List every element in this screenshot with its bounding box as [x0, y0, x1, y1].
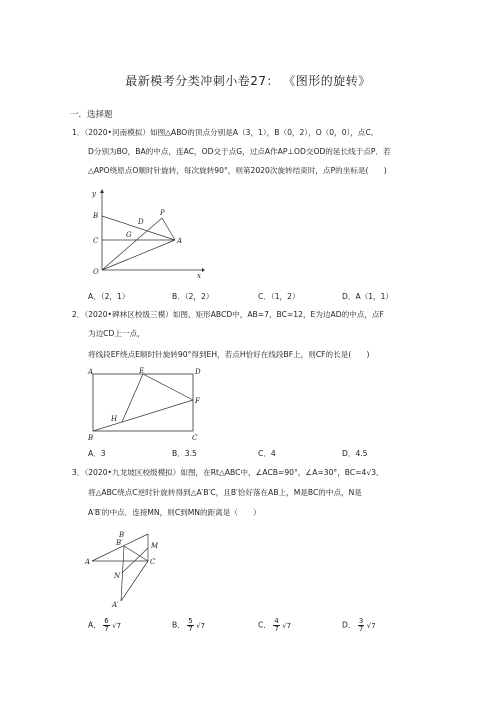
q2-option-d: D．4.5	[342, 449, 368, 458]
q3-option-b	[172, 618, 205, 633]
q3-line-1	[72, 468, 378, 478]
q3-option-a-label: A．	[88, 620, 101, 630]
q2-line-3: 将线段EF绕点E顺时针旋转90°得到EH，若点H恰好在线段BF上，则CF的长是( )	[88, 350, 370, 359]
q2-point-H: H	[111, 415, 118, 423]
q3-line-1-text: 3．（2020•九龙坡区校级模拟）如图，在Rt△ABC中，∠ACB=90°，∠A=30°，BC=4	[72, 468, 367, 477]
q3-option-a-radical: √7	[112, 621, 122, 630]
q3-point-N: N	[114, 572, 121, 580]
q3-bc-value: √3,	[366, 468, 379, 477]
q3-option-c-fraction: $\frac{4}{7}$	[274, 617, 279, 633]
q2-point-F: F	[195, 397, 200, 405]
q2-option-c: C．4	[258, 449, 276, 458]
q2-option-a: A．3	[88, 449, 106, 458]
q3-option-b-fraction: $\frac{5}{7}$	[188, 617, 193, 633]
q3-line-3: A′B′的中点．连接MN，则C到MN的距离是（ ）	[88, 508, 261, 517]
q3-option-a	[88, 618, 121, 633]
q3-option-d-radical: √7	[366, 621, 376, 630]
section-heading: 一．选择题	[70, 110, 113, 120]
q1-y-label: y	[92, 190, 96, 198]
q1-point-D: D	[138, 218, 144, 226]
q3-point-A: A	[85, 558, 91, 566]
q3-option-c-label: C．	[258, 620, 271, 630]
page-title: 最新模考分类冲刺小卷27： 《图形的旋转》	[125, 74, 371, 88]
q1-point-O: O	[93, 268, 99, 276]
q3-option-c-radical: √7	[282, 621, 292, 630]
q1-x-label: x	[197, 272, 201, 280]
q1-figure	[90, 188, 205, 280]
q2-line-1: 2．（2020•碑林区校级三模）如图，矩形ABCD中，AB=7，BC=12，E为边AD的中点，点F	[72, 310, 384, 319]
q1-option-b: B．（2，2）	[172, 292, 214, 301]
q1-point-A: A	[177, 237, 183, 245]
q1-line-3: △APO绕原点O顺时针旋转，每次旋转90°，则第2020次旋转结束时，点P的坐标是( )	[88, 166, 387, 175]
q3-option-d-label: D．	[342, 620, 356, 630]
q1-line-1: 1．（2020•河南模拟）如图△ABO的顶点分别是A（3，1），B（0，2），O（0，0），点C,	[72, 128, 374, 137]
q1-point-C: C	[93, 237, 99, 245]
q3-option-b-radical: √7	[196, 621, 206, 630]
q1-point-G: G	[126, 231, 132, 239]
q1-line-2: D分别为BO，BA的中点，连AC，OD交于点G，过点A作AP⊥OD交OD的延长线于点P．若	[88, 147, 391, 156]
q3-line-2: 将△ABC绕点C逆时针旋转得到△A′B′C，且B′恰好落在AB上，M是BC的中点，N是	[88, 488, 362, 497]
q3-point-B-prime: B′	[116, 539, 123, 547]
q2-point-A: A	[88, 368, 94, 376]
q1-point-P: P	[160, 209, 165, 217]
q3-point-B: B	[119, 531, 125, 539]
q2-figure	[85, 366, 205, 446]
q1-option-a: A．（2，1）	[88, 292, 130, 301]
q3-point-C: C	[150, 558, 156, 566]
q2-option-b: B．3.5	[172, 449, 197, 458]
q1-option-d: D．A（1，1）	[342, 292, 394, 301]
q3-point-A-prime: A′	[112, 601, 119, 609]
q2-point-B: B	[88, 434, 94, 442]
q1-point-B: B	[93, 212, 99, 220]
q1-option-c: C．（1，2）	[258, 292, 300, 301]
q3-option-c	[258, 618, 291, 633]
q2-point-E: E	[139, 367, 145, 375]
q3-option-d-fraction: $\frac{3}{7}$	[358, 617, 364, 633]
q2-line-2: 为边CD上一点，	[88, 329, 145, 338]
q3-option-d	[342, 618, 376, 633]
q2-point-D: D	[195, 368, 201, 376]
q3-option-a-fraction: $\frac{6}{7}$	[104, 617, 109, 633]
q2-point-C: C	[192, 434, 198, 442]
q3-point-M: M	[151, 542, 159, 550]
q3-option-b-label: B．	[172, 620, 185, 630]
q3-figure	[84, 528, 166, 610]
